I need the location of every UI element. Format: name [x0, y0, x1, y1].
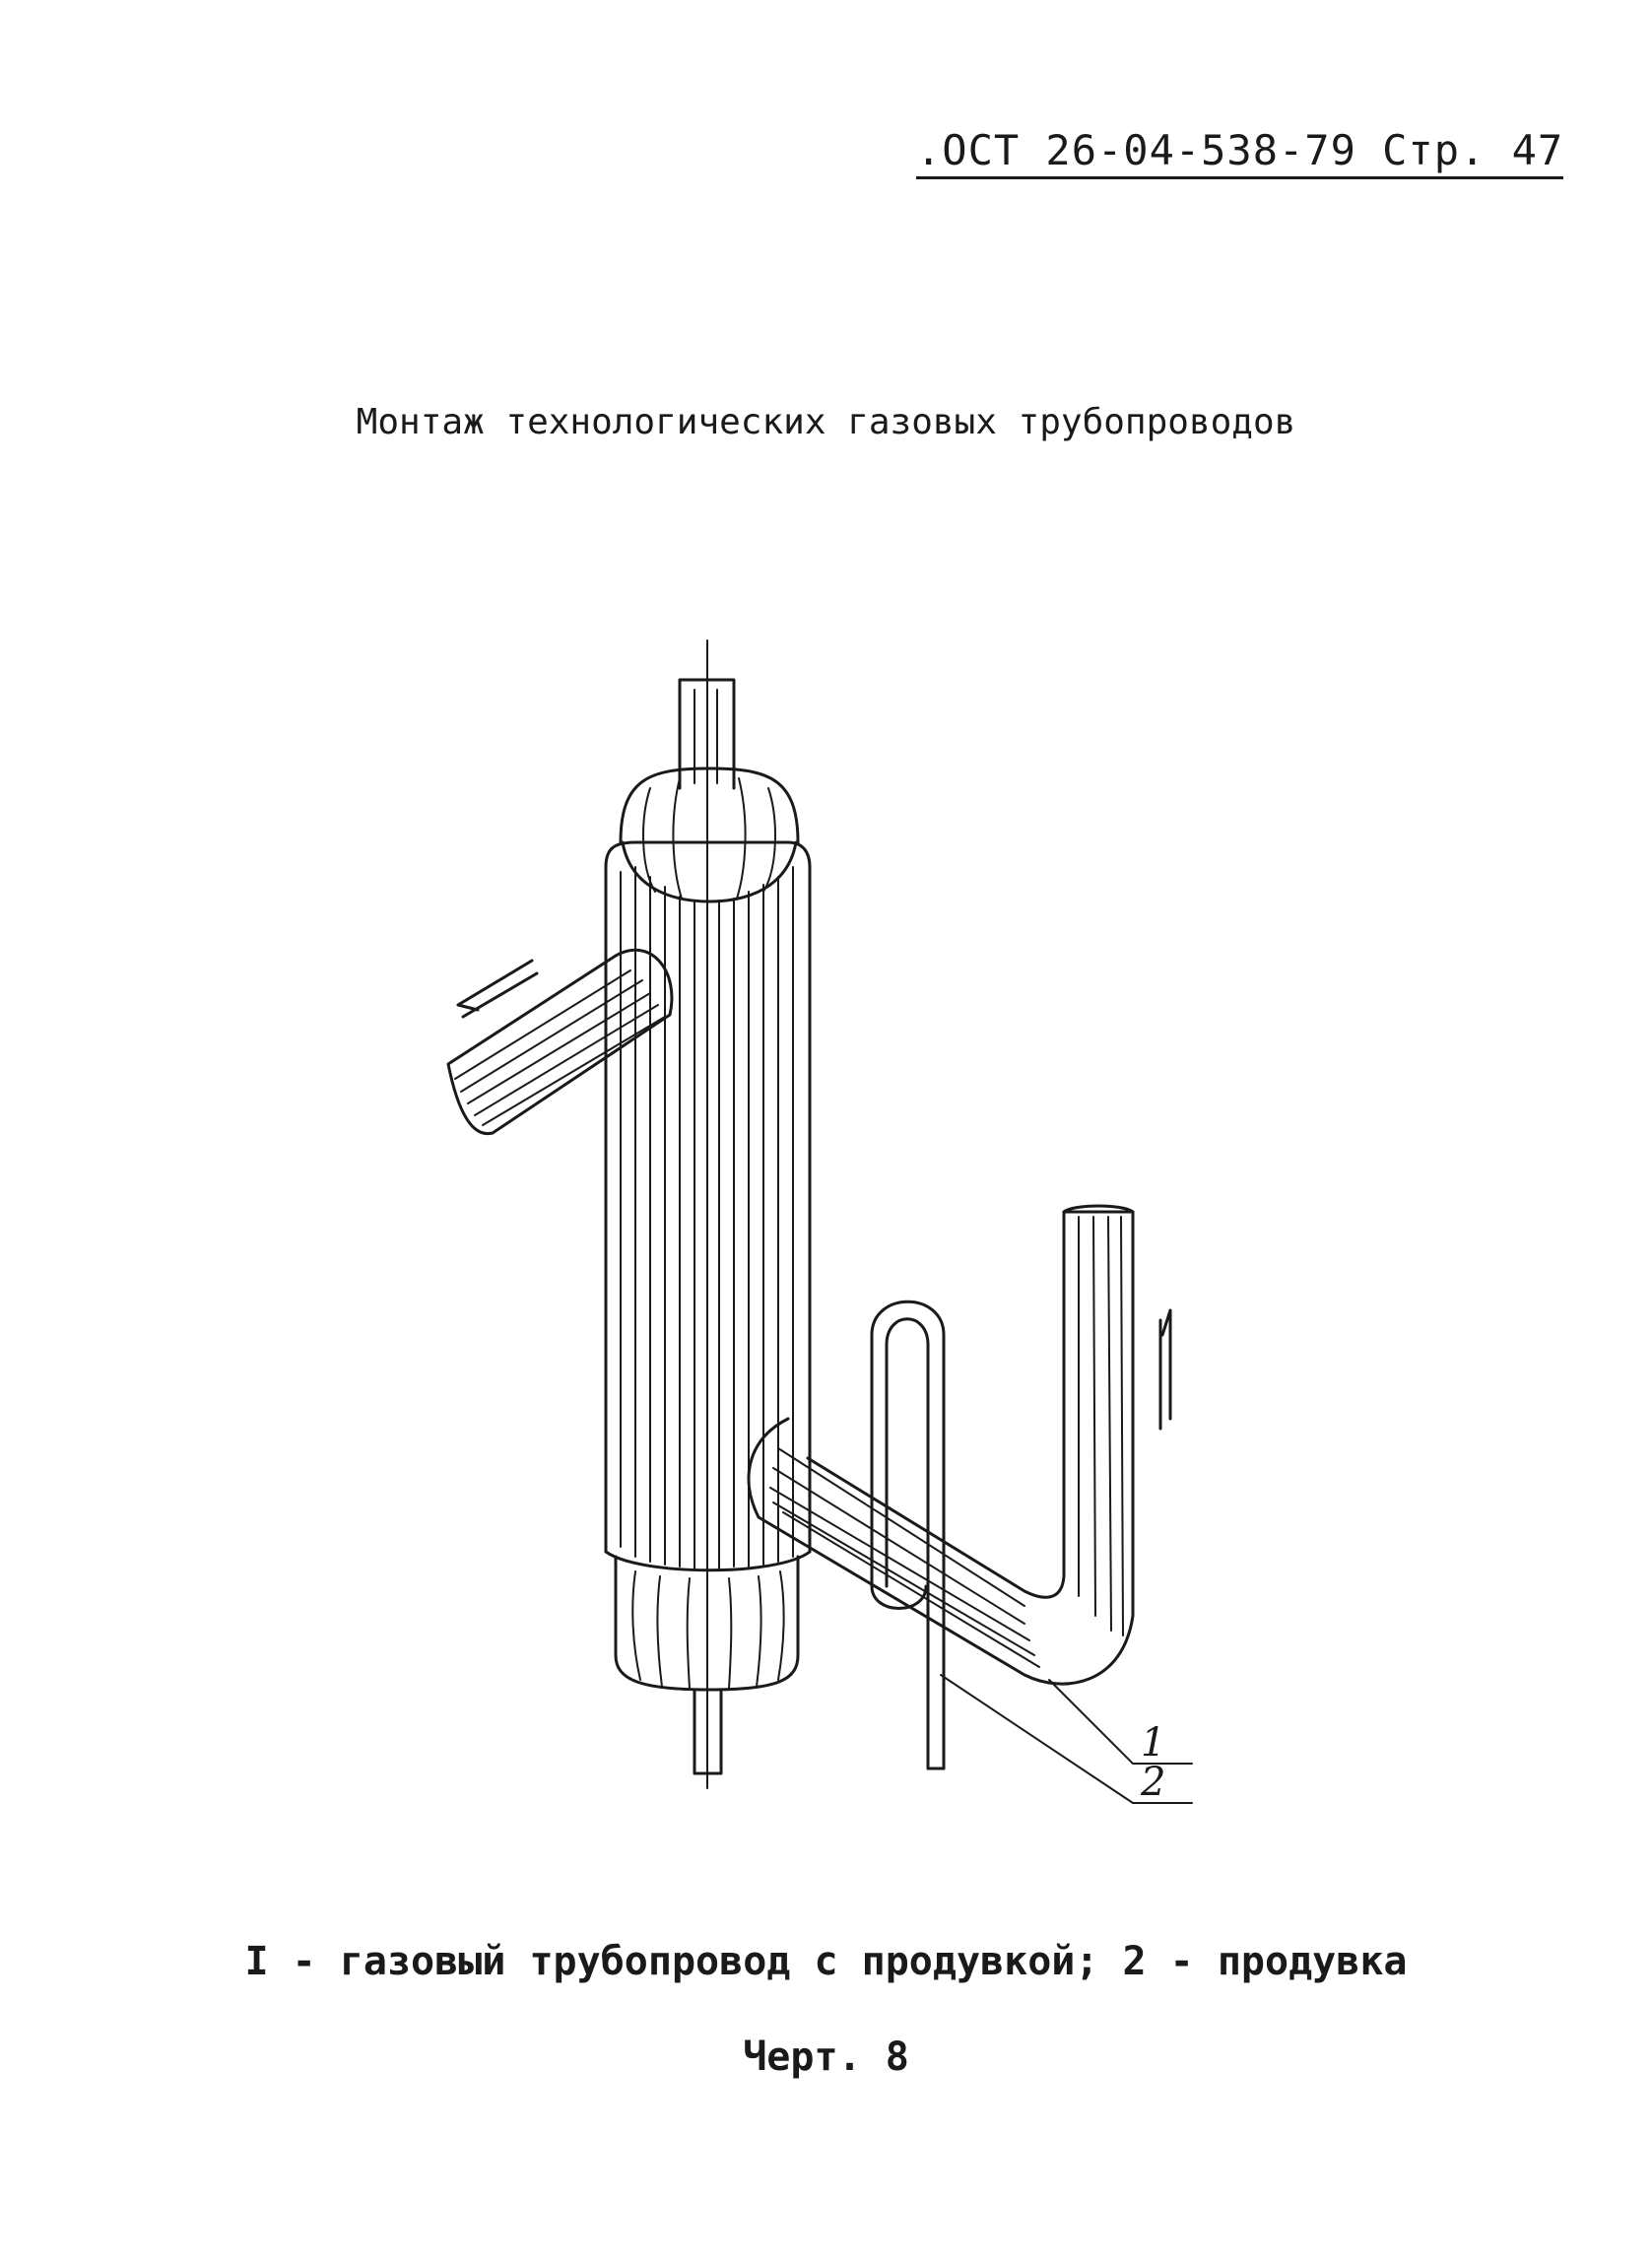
page-header-reference: .ОСТ 26-04-538-79 Стр. 47 [916, 126, 1563, 179]
leader-label-2: 2 [1141, 1760, 1166, 1805]
figure-caption: I - газовый трубопровод с продувкой; 2 - продувка [244, 1939, 1408, 1984]
page-title: Монтаж технологических газовых трубопроводов [356, 402, 1296, 442]
figure-number: Черт. 8 [743, 2035, 909, 2080]
leader-label-1: 1 [1141, 1720, 1166, 1766]
